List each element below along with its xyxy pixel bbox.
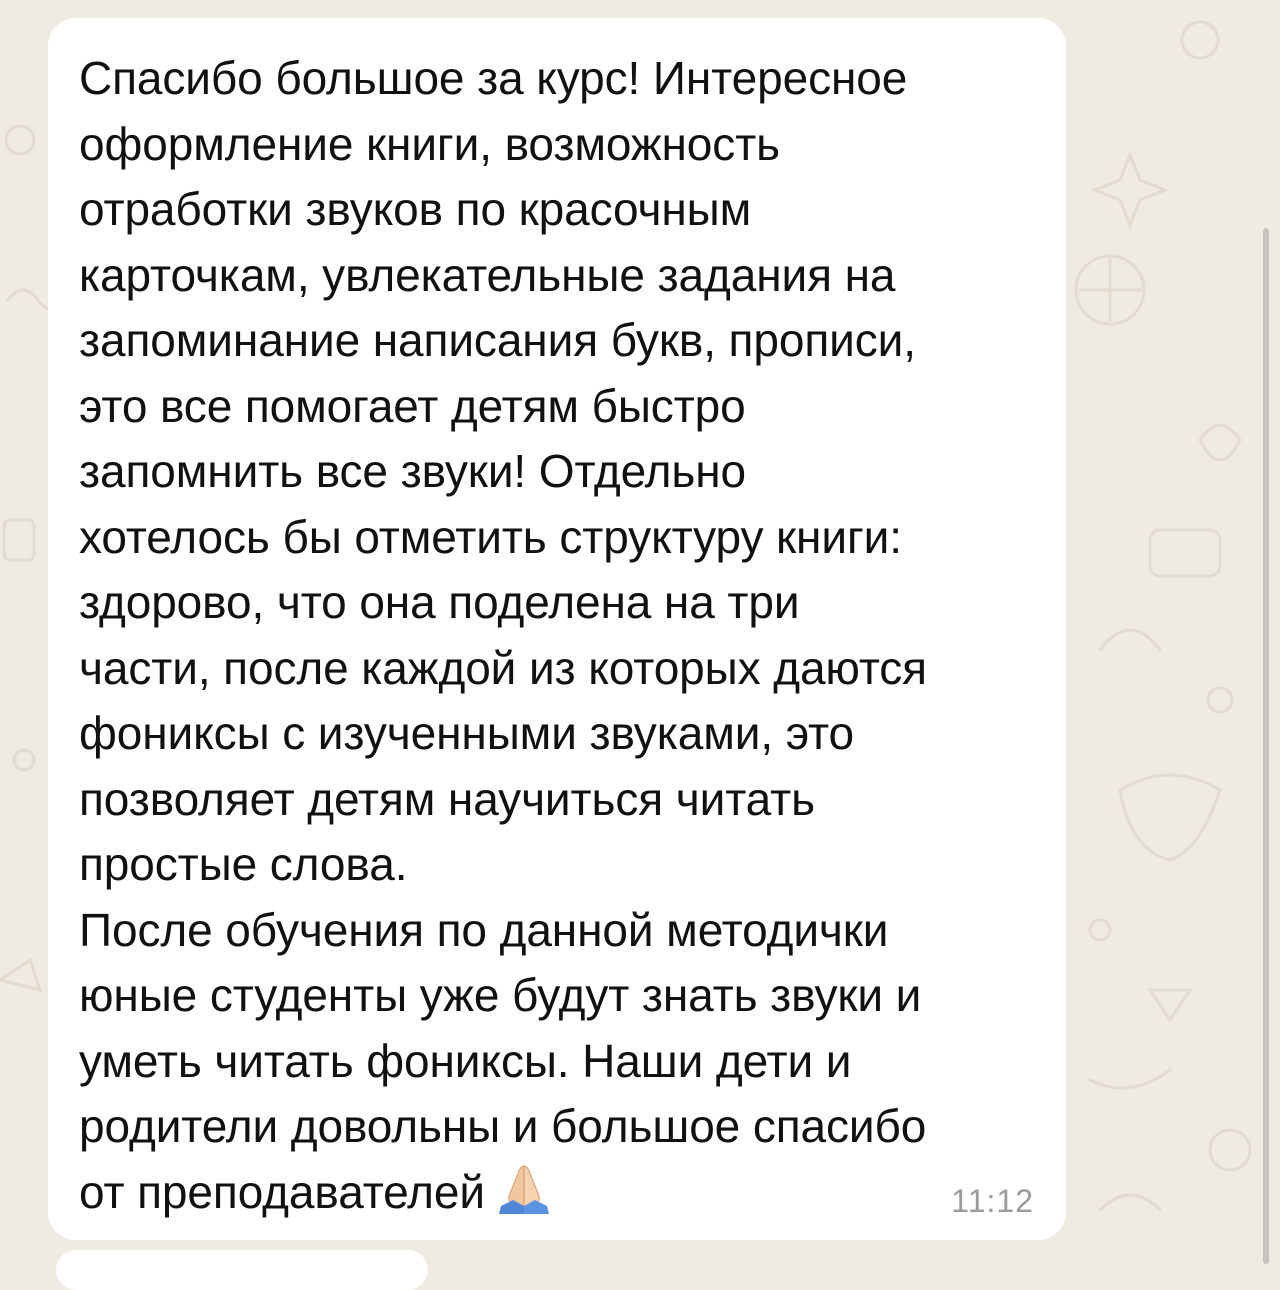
message-text xyxy=(79,46,1066,1225)
message-line-text: от преподавателей xyxy=(79,1165,485,1218)
message-line: отработки звуков по красочным xyxy=(79,183,752,235)
next-message-bubble[interactable] xyxy=(56,1250,428,1290)
message-line: позволяет детям научиться читать xyxy=(79,772,815,825)
message-line: родители довольны и большое спасибо xyxy=(79,1100,927,1152)
folded-hands-icon xyxy=(495,1162,553,1232)
message-line: хотелось бы отметить структуру книги: xyxy=(79,510,902,563)
message-line: оформление книги, возможность xyxy=(79,117,781,170)
message-line: простые слова. xyxy=(79,838,408,890)
scrollbar[interactable] xyxy=(1263,228,1269,1264)
message-line: карточкам, увлекательные задания на xyxy=(79,248,896,301)
message-line: уметь читать фониксы. Наши дети и xyxy=(79,1034,852,1087)
message-time: 11:12 xyxy=(951,1183,1034,1219)
message-line-last xyxy=(79,1160,1066,1226)
message-bubble[interactable] xyxy=(48,18,1066,1240)
message-line: запоминание написания букв, прописи, xyxy=(79,314,916,366)
message-line: части, после каждой из которых даются xyxy=(79,641,927,694)
message-line: запомнить все звуки! Отдельно xyxy=(79,445,746,497)
message-line: После обучения по данной методички xyxy=(79,903,889,956)
message-line: фониксы с изученными звуками, это xyxy=(79,707,854,759)
message-line: юные студенты уже будут знать звуки и xyxy=(79,969,922,1021)
message-line: здорово, что она поделена на три xyxy=(79,576,800,628)
message-line: Спасибо большое за курс! Интересное xyxy=(79,52,908,104)
message-line: это все помогает детям быстро xyxy=(79,379,746,432)
